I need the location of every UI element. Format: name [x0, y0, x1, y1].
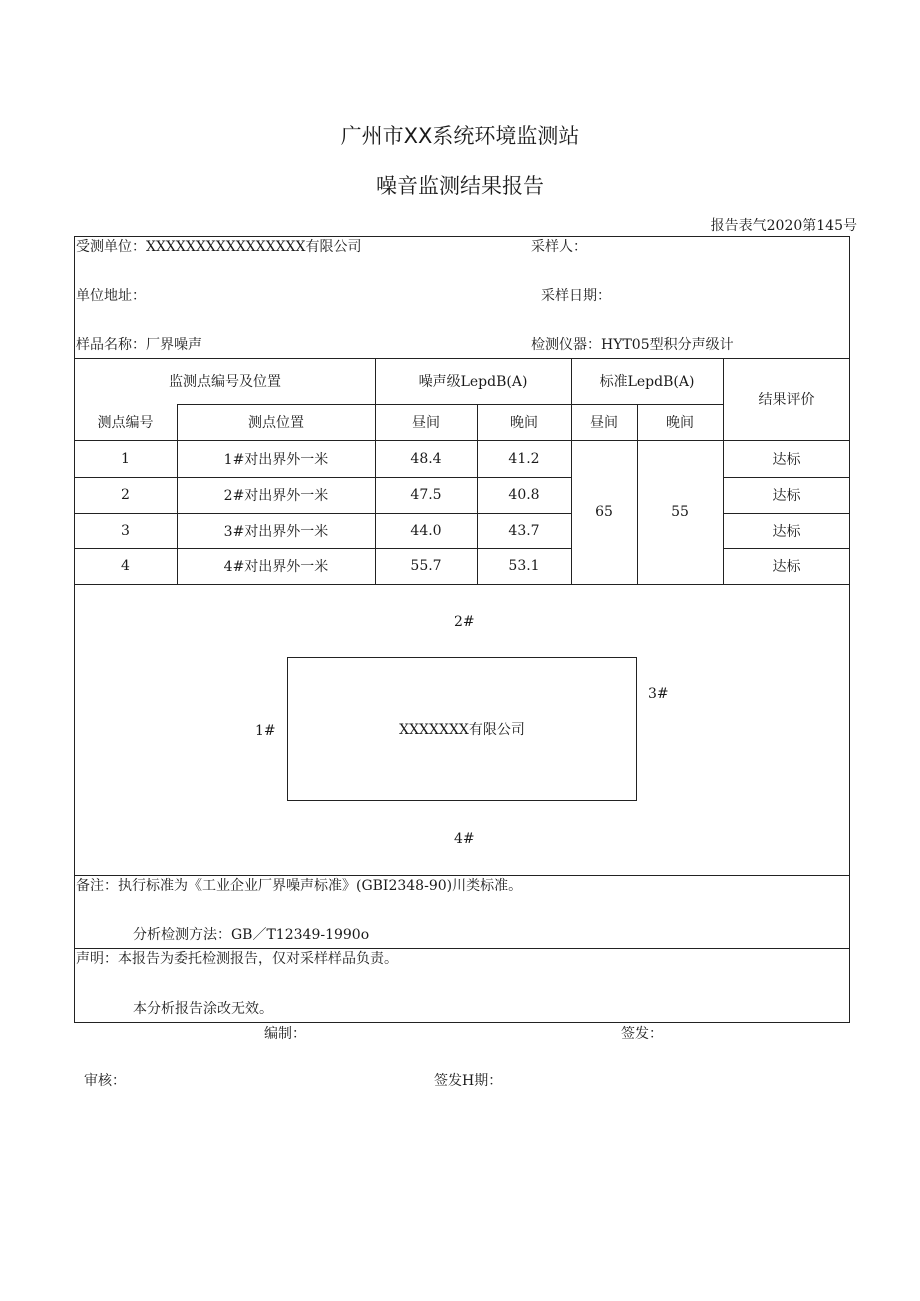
- company-site-box: [287, 657, 637, 801]
- table-cell-day: 44.0: [410, 522, 442, 539]
- review-label: 审核：: [84, 1073, 126, 1089]
- table-cell-location: 3#对出界外一米: [223, 523, 329, 540]
- sign-date-label: 签发H期：: [434, 1073, 503, 1089]
- header-night: 晚间: [510, 415, 538, 431]
- header-point-no: 测点编号: [97, 415, 154, 431]
- table-cell-no: 3: [121, 522, 130, 539]
- point-3-label: 3#: [648, 686, 669, 702]
- header-day: 昼间: [412, 415, 440, 431]
- method-text: 分析检测方法：GB／T12349-1990o: [133, 927, 370, 943]
- table-cell-location: 4#对出界外一米: [223, 559, 329, 575]
- point-4-label: 4#: [454, 831, 475, 847]
- address-field: 单位地址：: [76, 288, 146, 304]
- sign-label: 签发：: [621, 1026, 663, 1042]
- table-cell-location: 1#对出界外一米: [223, 451, 329, 468]
- table-cell-day: 55.7: [410, 558, 442, 574]
- sampler-field: 采样人：: [531, 239, 587, 255]
- table-cell-no: 2: [121, 487, 130, 503]
- table-cell-night: 53.1: [508, 558, 540, 574]
- table-cell-result: 达标: [772, 523, 801, 540]
- point-2-label: 2#: [454, 614, 475, 630]
- standard-night-value: 55: [671, 504, 689, 520]
- table-cell-result: 达标: [772, 451, 801, 468]
- table-cell-no: 1: [121, 450, 130, 467]
- report-number: 报告表气2020第145号: [710, 218, 857, 234]
- compile-label: 编制：: [264, 1026, 306, 1042]
- header-point-position: 测点位置: [248, 415, 304, 431]
- point-1-label: 1#: [255, 723, 276, 739]
- table-cell-no: 4: [121, 558, 130, 574]
- remark-text: 备注：执行标准为《工业企业厂界噪声标准》(GBI2348-90)川类标准。: [76, 878, 523, 894]
- station-title: 广州市XX系统环境监测站: [340, 124, 580, 148]
- header-result: 结果评价: [758, 392, 815, 408]
- table-cell-result: 达标: [772, 559, 801, 575]
- table-cell-night: 41.2: [508, 450, 540, 467]
- table-cell-night: 40.8: [508, 487, 540, 503]
- table-cell-day: 48.4: [410, 450, 442, 467]
- sample-name-field: 样品名称：厂界噪声: [76, 337, 202, 353]
- company-name-label: XXXXXXX有限公司: [399, 722, 525, 738]
- header-standard: 标准LepdB(A): [599, 374, 695, 390]
- statement-text: 声明：本报告为委托检测报告，仅对采样样品负责。: [76, 951, 398, 967]
- report-title: 噪音监测结果报告: [376, 174, 544, 198]
- table-cell-day: 47.5: [410, 487, 442, 503]
- sample-date-field: 采样日期：: [541, 288, 611, 304]
- header-std-night: 晚间: [666, 415, 694, 431]
- client-field: 受测单位：XXXXXXXXXXXXXXXX有限公司: [76, 239, 362, 255]
- table-cell-night: 43.7: [508, 522, 540, 539]
- standard-day-value: 65: [595, 504, 613, 520]
- header-std-day: 昼间: [590, 415, 618, 431]
- header-point-location: 监测点编号及位置: [169, 374, 281, 390]
- void-text: 本分析报告涂改无效。: [133, 1001, 273, 1017]
- table-cell-location: 2#对出界外一米: [223, 488, 329, 504]
- header-noise-level: 噪声级LepdB(A): [418, 374, 528, 390]
- table-cell-result: 达标: [772, 488, 801, 504]
- instrument-field: 检测仪器：HYT05型积分声级计: [531, 337, 734, 353]
